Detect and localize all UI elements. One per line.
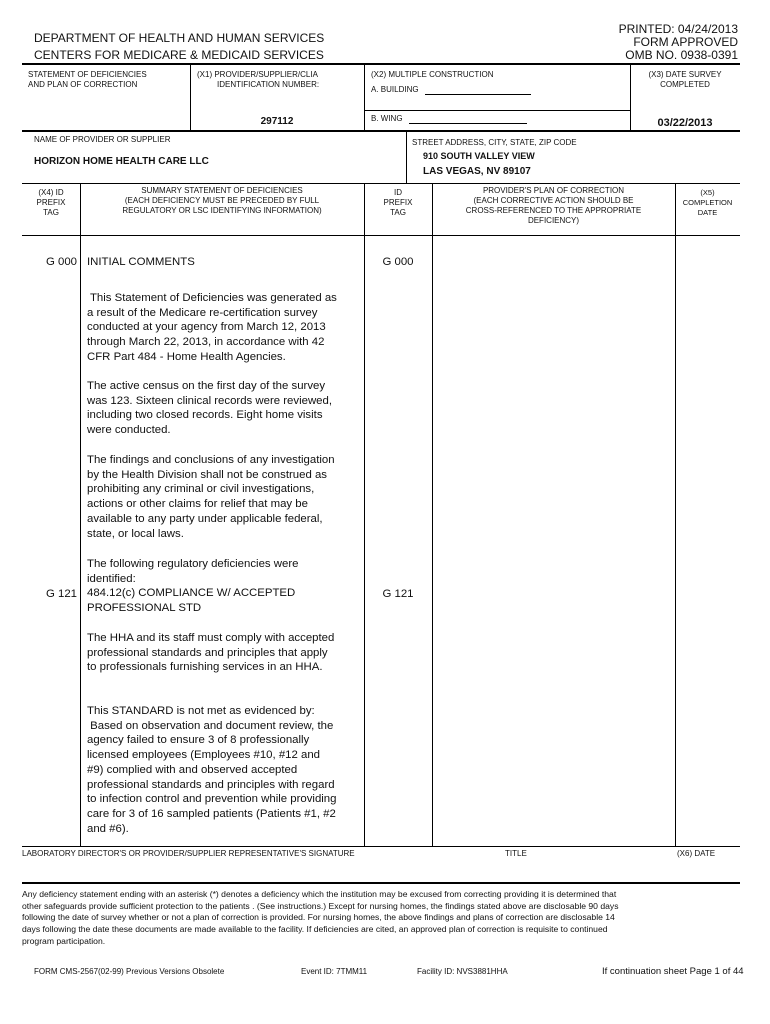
text-line: through March 22, 2013, in accordance with 42 <box>87 336 325 349</box>
building-field[interactable] <box>425 86 531 95</box>
summary-header-line: SUMMARY STATEMENT OF DEFICIENCIES <box>141 186 303 195</box>
x1-label-line: IDENTIFICATION NUMBER: <box>217 80 320 89</box>
summary-header-line: (EACH DEFICIENCY MUST BE PRECEDED BY FULL <box>124 196 320 205</box>
text-line: The HHA and its staff must comply with accepted <box>87 632 335 644</box>
statement-label-line: STATEMENT OF DEFICIENCIES <box>28 70 147 79</box>
id-header <box>364 188 432 218</box>
disclaimer-line: program participation. <box>22 935 106 946</box>
tag-g000-left: G 000 <box>45 256 77 268</box>
divider <box>22 130 740 132</box>
divider <box>80 183 81 846</box>
x3-label <box>630 70 740 90</box>
text-line: The active census on the first day of the survey <box>87 380 326 392</box>
paragraph-evidence <box>87 704 336 836</box>
text-line: a result of the Medicare re-certification survey <box>87 306 318 319</box>
building-label: A. BUILDING <box>371 85 419 94</box>
text-line: CFR Part 484 - Home Health Agencies. <box>87 350 286 363</box>
top-rule <box>22 63 740 65</box>
provider-name-label: NAME OF PROVIDER OR SUPPLIER <box>34 135 171 144</box>
street-address: 910 SOUTH VALLEY VIEW <box>423 151 535 161</box>
plan-header <box>432 186 675 226</box>
city-state-zip: LAS VEGAS, NV 89107 <box>423 166 531 177</box>
x3-label-line: (X3) DATE SURVEY <box>648 70 722 79</box>
x2-label: (X2) MULTIPLE CONSTRUCTION <box>371 70 494 79</box>
id-header-line: TAG <box>390 208 406 217</box>
page-indicator: If continuation sheet Page 1 of 44 <box>602 966 744 977</box>
divider <box>22 183 740 184</box>
x1-value: 297112 <box>260 116 294 127</box>
plan-header-line: (EACH CORRECTIVE ACTION SHOULD BE <box>473 196 634 205</box>
disclaimer-line: following the date of survey whether or not a plan of correction is provided. For nursing homes, the above findings and plans of correction are disclosable 14 <box>22 912 615 923</box>
text-line: agency failed to ensure 3 of 8 professionally <box>87 734 310 747</box>
paragraph-deficiencies <box>87 557 298 616</box>
divider <box>364 183 365 846</box>
divider <box>364 64 365 130</box>
divider <box>432 183 433 846</box>
summary-header <box>80 186 364 216</box>
printed-date: PRINTED: 04/24/2013 <box>618 22 738 36</box>
form-approved: FORM APPROVED <box>633 35 738 49</box>
text-line: 484.12(c) COMPLIANCE W/ ACCEPTED <box>87 587 296 600</box>
statement-label <box>28 70 147 90</box>
disclaimer-line: Any deficiency statement ending with an asterisk (*) denotes a deficiency which the institution may be excused from correcting providing it is determined that <box>22 889 617 899</box>
omb-number: OMB NO. 0938-0391 <box>625 48 738 62</box>
x4-header-line: TAG <box>43 208 59 217</box>
text-line: Based on observation and document review, the <box>87 719 334 732</box>
summary-header-line: REGULATORY OR LSC IDENTIFYING INFORMATION) <box>122 206 322 215</box>
x5-header-line: (X5) <box>700 188 715 197</box>
tag-g121-right: G 121 <box>382 588 414 600</box>
text-line: licensed employees (Employees #10, #12 and <box>87 749 321 762</box>
plan-header-line: DEFICIENCY) <box>527 216 580 225</box>
facility-id: Facility ID: NVS3881HHA <box>417 967 508 976</box>
disclaimer-line: other safeguards provide sufficient protection to the patients . (See instructions.) Except for nursing homes, the findings stated above are disclosable 90 days <box>22 900 619 911</box>
tag-g121-left: G 121 <box>45 588 77 600</box>
disclaimer-line: days following the date these documents are made available to the facility. If deficiencies are cited, an approved plan of correction is requisite to continued <box>22 924 608 935</box>
provider-name: HORIZON HOME HEALTH CARE LLC <box>34 156 209 167</box>
statement-label-line: AND PLAN OF CORRECTION <box>28 80 138 89</box>
text-line: professional standards and principles with regard <box>87 778 335 791</box>
text-line: actions or other claims for relief that may be <box>87 498 308 511</box>
agency-title: CENTERS FOR MEDICARE & MEDICAID SERVICES <box>34 48 324 62</box>
text-line: conducted at your agency from March 12, 2013 <box>87 321 326 334</box>
id-header-line: ID <box>394 188 402 197</box>
text-line: were conducted. <box>87 424 171 437</box>
text-line: by the Health Division shall not be construed as <box>87 468 327 481</box>
wing-row <box>371 114 527 124</box>
department-title: DEPARTMENT OF HEALTH AND HUMAN SERVICES <box>34 31 325 45</box>
text-line: This Statement of Deficiencies was generated as <box>87 292 337 304</box>
text-line: identified: <box>87 572 136 585</box>
text-line: and #6). <box>87 822 129 835</box>
text-line: state, or local laws. <box>87 527 184 540</box>
wing-field[interactable] <box>409 115 527 124</box>
x4-header-line: (X4) ID <box>38 188 64 197</box>
tag-g000-right: G 000 <box>382 256 414 268</box>
text-line: prohibiting any criminal or civil investigations, <box>87 483 315 496</box>
id-header-line: PREFIX <box>383 198 413 207</box>
text-line: available to any party under applicable federal, <box>87 512 323 525</box>
signature-label: LABORATORY DIRECTOR'S OR PROVIDER/SUPPLIER REPRESENTATIVE'S SIGNATURE <box>22 849 355 858</box>
divider <box>22 882 740 884</box>
x3-value: 03/22/2013 <box>657 117 713 129</box>
plan-header-line: CROSS-REFERENCED TO THE APPROPRIATE <box>465 206 642 215</box>
paragraph-survey <box>87 291 337 365</box>
x3-label-line: COMPLETED <box>660 80 710 89</box>
date-label: (X6) DATE <box>677 849 716 858</box>
divider <box>365 110 630 111</box>
divider <box>22 235 740 236</box>
x5-header-line: COMPLETION <box>682 198 733 207</box>
x4-header <box>22 188 80 218</box>
text-line: The following regulatory deficiencies were <box>87 558 299 570</box>
x5-header-line: DATE <box>697 208 718 217</box>
paragraph-standard <box>87 631 334 675</box>
disclaimer <box>22 889 619 948</box>
text-line: was 123. Sixteen clinical records were reviewed, <box>87 394 333 407</box>
x4-header-line: PREFIX <box>36 198 66 207</box>
text-line: to professionals furnishing services in an HHA. <box>87 661 323 674</box>
address-label: STREET ADDRESS, CITY, STATE, ZIP CODE <box>412 138 577 147</box>
text-line: care for 3 of 16 sampled patients (Patients #1, #2 <box>87 807 336 820</box>
text-line: PROFESSIONAL STD <box>87 602 202 615</box>
divider <box>406 131 407 183</box>
building-row <box>371 85 531 95</box>
text-line: to infection control and prevention while providing <box>87 793 337 806</box>
x5-header <box>675 188 740 218</box>
text-line: including two closed records. Eight home visits <box>87 409 323 422</box>
text-line: This STANDARD is not met as evidenced by: <box>87 705 315 717</box>
text-line: The findings and conclusions of any investigation <box>87 454 335 466</box>
title-label: TITLE <box>505 849 527 858</box>
x1-label <box>197 70 319 90</box>
paragraph-census <box>87 379 332 438</box>
form-number: FORM CMS-2567(02-99) Previous Versions Obsolete <box>34 967 225 976</box>
wing-label: B. WING <box>371 114 403 123</box>
divider <box>675 183 676 846</box>
text-line: professional standards and principles that apply <box>87 646 328 659</box>
event-id: Event ID: 7TMM11 <box>301 967 368 976</box>
plan-header-line: PROVIDER'S PLAN OF CORRECTION <box>482 186 625 195</box>
paragraph-findings <box>87 453 335 541</box>
text-line: #9) complied with and observed accepted <box>87 763 298 776</box>
initial-comments-heading: INITIAL COMMENTS <box>87 256 195 268</box>
x1-label-line: (X1) PROVIDER/SUPPLIER/CLIA <box>197 70 318 79</box>
divider <box>22 846 740 847</box>
